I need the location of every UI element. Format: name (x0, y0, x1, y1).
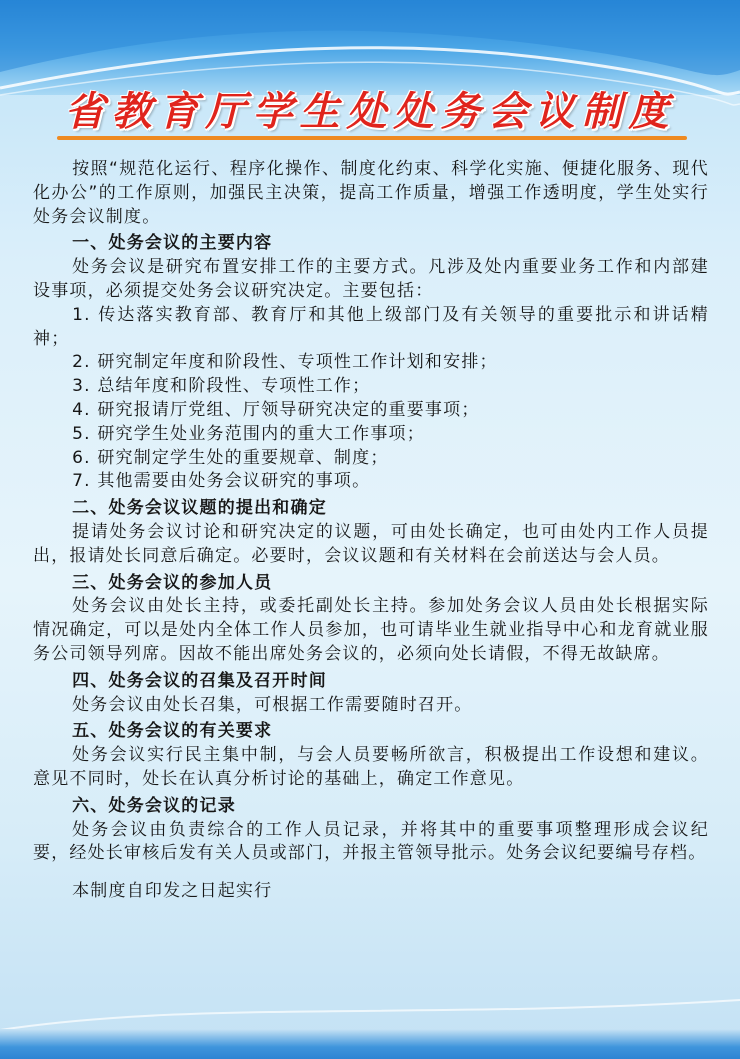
section-1-item: 6. 研究制定学生处的重要规章、制度； (72, 447, 389, 468)
closing-statement: 本制度自印发之日起实行 (72, 881, 273, 902)
section-1-item: 7. 其他需要由处务会议研究的事项。 (72, 471, 371, 492)
section-1-item: 3. 总结年度和阶段性、专项性工作； (72, 376, 371, 397)
title-underline (57, 136, 687, 140)
section-4-heading: 四、处务会议的召集及召开时间 (72, 670, 327, 691)
section-2-text: 提请处务会议讨论和研究决定的议题，可由处长确定，也可由处内工作人员提出，报请处长同意后确定。必要时，会议议题和有关材料在会前送达与会人员。 (33, 521, 709, 566)
section-4-text: 处务会议由处长召集，可根据工作需要随时召开。 (72, 694, 473, 715)
spacer (33, 866, 709, 880)
section-5-heading: 五、处务会议的有关要求 (72, 721, 273, 742)
footer-background-band (0, 1029, 740, 1059)
page-title: 省教育厅学生处处务会议制度 (64, 88, 676, 135)
document-body (33, 158, 709, 904)
section-2-heading: 二、处务会议议题的提出和确定 (72, 498, 327, 519)
section-6-heading: 六、处务会议的记录 (72, 795, 236, 816)
section-3-text: 处务会议由处长主持，或委托副处长主持。参加处务会议人员由处长根据实际情况确定，可以是处内全体工作人员参加，也可请毕业生就业指导中心和龙育就业服务公司领导列席。因故不能出席处务会议的，必须向处长请假，不得无故缺席。 (33, 596, 709, 664)
section-1-heading: 一、处务会议的主要内容 (72, 233, 273, 254)
section-1-item: 1. 传达落实教育部、教育厅和其他上级部门及有关领导的重要批示和讲话精神； (33, 304, 709, 349)
section-1-text: 处务会议是研究布置安排工作的主要方式。凡涉及处内重要业务工作和内部建设事项，必须提交处务会议研究决定。主要包括： (33, 257, 709, 301)
section-1-item: 2. 研究制定年度和阶段性、专项性工作计划和安排； (72, 352, 498, 373)
section-5-text: 处务会议实行民主集中制，与会人员要畅所欲言，积极提出工作设想和建议。意见不同时，处长在认真分析讨论的基础上，确定工作意见。 (33, 745, 709, 789)
section-3-heading: 三、处务会议的参加人员 (72, 572, 273, 593)
intro-paragraph: 按照“规范化运行、程序化操作、制度化约束、科学化实施、便捷化服务、现代化办公”的工作原则，加强民主决策，提高工作质量，增强工作透明度，学生处实行处务会议制度。 (33, 159, 709, 227)
section-1-item: 4. 研究报请厅党组、厅领导研究决定的重要事项； (72, 399, 480, 420)
section-6-text: 处务会议由负责综合的工作人员记录，并将其中的重要事项整理形成会议纪要，经处长审核后发有关人员或部门，并报主管领导批示。处务会议纪要编号存档。 (33, 819, 709, 864)
section-1-item: 5. 研究学生处业务范围内的重大工作事项； (72, 423, 425, 444)
